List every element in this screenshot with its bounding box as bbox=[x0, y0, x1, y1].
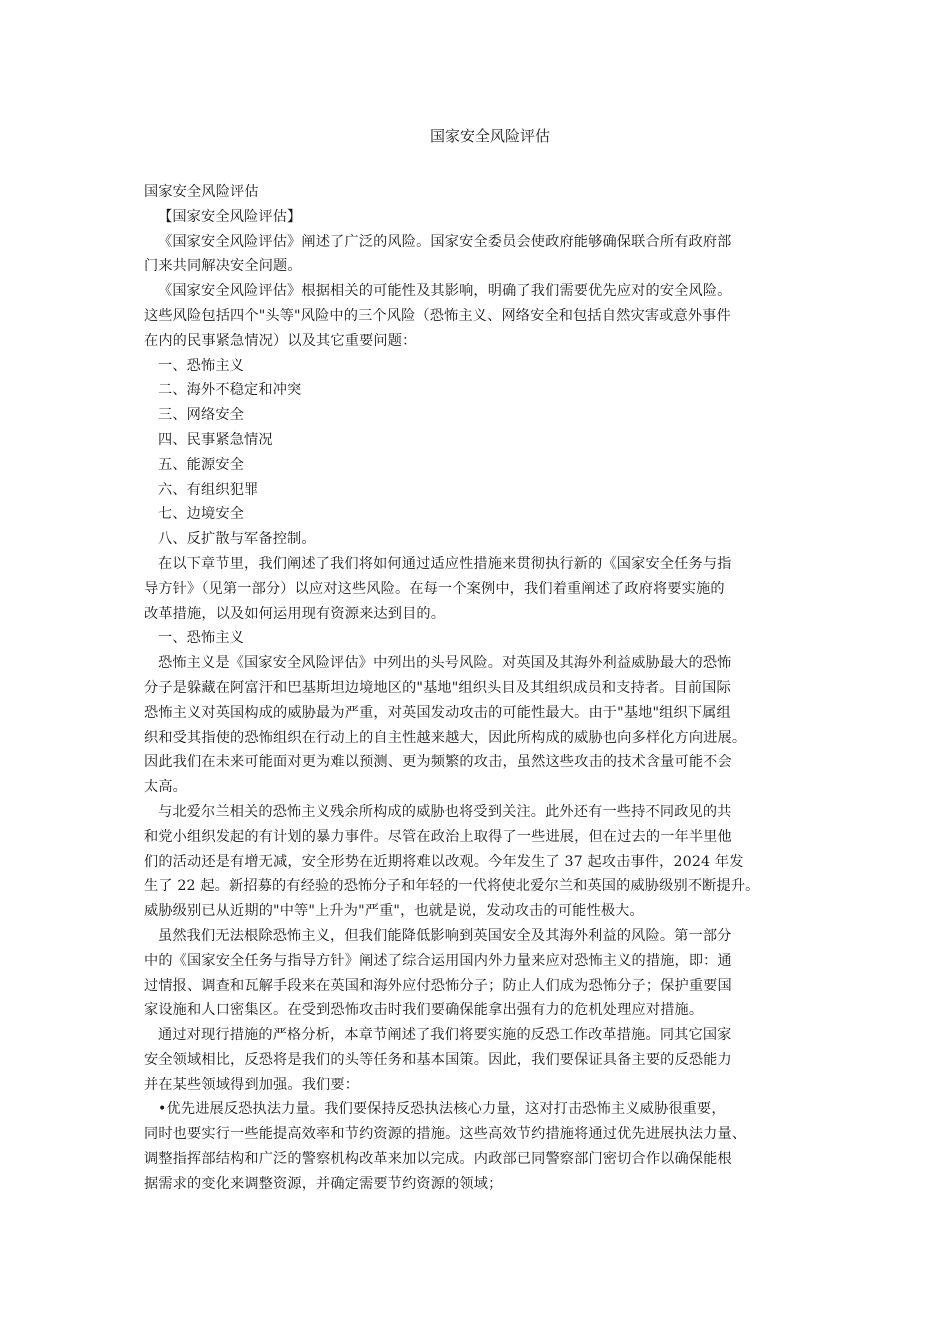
paragraph-terrorism-threat bbox=[144, 651, 824, 800]
paragraph-reform bbox=[144, 1023, 824, 1097]
paragraph-line: 恐怖主义是《国家安全风险评估》中列出的头号风险。对英国及其海外利益威胁最大的恐怖 bbox=[158, 655, 732, 672]
paragraph-northern-ireland bbox=[144, 800, 824, 924]
paragraph-line: 中的《国家安全任务与指导方针》阐述了综合运用国内外力量来应对恐怖主义的措施，即：通 bbox=[144, 952, 732, 969]
paragraph-line: 门来共同解决安全问题。 bbox=[144, 258, 302, 275]
list-item: 一、恐怖主义 bbox=[158, 357, 245, 374]
bullet-paragraph-enforcement bbox=[144, 1097, 824, 1196]
list-item: 七、边境安全 bbox=[158, 506, 245, 523]
paragraph-line: 调整指挥部结构和广泛的警察机构改革来加以完成。内政部已同警察部门密切合作以确保能根 bbox=[144, 1151, 732, 1168]
paragraph-line: 威胁级别已从近期的"中等"上升为"严重"，也就是说，发动攻击的可能性极大。 bbox=[144, 903, 644, 920]
heading-primary: 国家安全风险评估 bbox=[144, 184, 259, 200]
paragraph-line: 安全领域相比，反恐将是我们的头等任务和基本国策。因此，我们要保证具备主要的反恐能力 bbox=[144, 1051, 732, 1068]
paragraph-intro bbox=[144, 230, 824, 280]
paragraph-line: 这些风险包括四个"头等"风险中的三个风险（恐怖主义、网络安全和包括自然灾害或意外事件 bbox=[144, 307, 731, 324]
risk-list bbox=[144, 354, 824, 552]
paragraph-line: 恐怖主义对英国构成的威胁最为严重，对英国发动攻击的可能性最大。由于"基地"组织下属组 bbox=[144, 704, 731, 721]
paragraph-line: 在内的民事紧急情况）以及其它重要问题： bbox=[144, 332, 417, 349]
paragraph-line: 并在某些领域得到加强。我们要： bbox=[144, 1076, 360, 1093]
paragraph-risks bbox=[144, 279, 824, 353]
list-item: 二、海外不稳定和冲突 bbox=[158, 382, 302, 399]
document-title: 国家安全风险评估 bbox=[429, 127, 550, 145]
paragraph-line: 太高。 bbox=[144, 779, 188, 796]
paragraph-line: 通过对现行措施的严格分析，本章节阐述了我们将要实施的反恐工作改革措施。同其它国家 bbox=[158, 1027, 732, 1044]
list-item: 四、民事紧急情况 bbox=[158, 431, 273, 448]
section-heading-terrorism: 一、恐怖主义 bbox=[158, 630, 245, 647]
paragraph-line: 与北爱尔兰相关的恐怖主义残余所构成的威胁也将受到关注。此外还有一些持不同政见的共 bbox=[158, 803, 732, 820]
list-item: 五、能源安全 bbox=[158, 456, 245, 473]
paragraph-line: 据需求的变化来调整资源，并确定需要节约资源的领域； bbox=[144, 1175, 503, 1192]
paragraph-line: 改革措施，以及如何运用现有资源来达到目的。 bbox=[144, 605, 446, 622]
paragraph-chapters bbox=[144, 552, 824, 626]
paragraph-line: 家设施和人口密集区。在受到恐怖攻击时我们要确保能拿出强有力的危机处理应对措施。 bbox=[144, 1002, 704, 1019]
paragraph-line: 导方针》（见第一部分）以应对这些风险。在每一个案例中，我们着重阐述了政府将要实施的 bbox=[144, 580, 725, 597]
paragraph-line: 织和受其指使的恐怖组织在行动上的自主性越来越大，因此所构成的威胁也向多样化方向进展。 bbox=[144, 729, 747, 746]
paragraph-line: 在以下章节里，我们阐述了我们将如何通过适应性措施来贯彻执行新的《国家安全任务与指 bbox=[158, 555, 732, 572]
paragraph-line: 《国家安全风险评估》根据相关的可能性及其影响，明确了我们需要优先应对的安全风险。 bbox=[158, 283, 732, 300]
heading-bracketed: 【国家安全风险评估】 bbox=[158, 208, 302, 225]
document-page bbox=[144, 124, 824, 1197]
paragraph-line: 分子是躲藏在阿富汗和巴基斯坦边境地区的"基地"组织头目及其组织成员和支持者。目前国际 bbox=[144, 679, 731, 696]
paragraph-reduce-risk bbox=[144, 924, 824, 1023]
list-item: 八、反扩散与军备控制。 bbox=[158, 531, 316, 548]
list-item: 六、有组织犯罪 bbox=[158, 481, 259, 498]
paragraph-line: 同时也要实行一些能提高效率和节约资源的措施。这些高效节约措施将通过优先进展执法力量、 bbox=[144, 1126, 747, 1143]
paragraph-line: 和党小组织发起的有计划的暴力事件。尽管在政治上取得了一些进展，但在过去的一年半里他 bbox=[144, 828, 732, 845]
list-item: 三、网络安全 bbox=[158, 407, 245, 424]
paragraph-line: 《国家安全风险评估》阐述了广泛的风险。国家安全委员会使政府能够确保联合所有政府部 bbox=[158, 233, 732, 250]
paragraph-line: 生了 22 起。新招募的有经验的恐怖分子和年轻的一代将使北爱尔兰和英国的威胁级别不断提升。 bbox=[144, 878, 760, 895]
paragraph-line: 虽然我们无法根除恐怖主义，但我们能降低影响到英国安全及其海外利益的风险。第一部分 bbox=[158, 927, 732, 944]
paragraph-line: 过情报、调查和瓦解手段来在英国和海外应付恐怖分子；防止人们成为恐怖分子；保护重要国 bbox=[144, 977, 732, 994]
paragraph-line: 因此我们在未来可能面对更为难以预测、更为频繁的攻击，虽然这些攻击的技术含量可能不会 bbox=[144, 754, 732, 771]
paragraph-line: •优先进展反恐执法力量。我们要保持反恐执法核心力量，这对打击恐怖主义威胁很重要， bbox=[158, 1101, 726, 1118]
paragraph-line: 们的活动还是有增无减，安全形势在近期将难以改观。今年发生了 37 起攻击事件，2024 年发 bbox=[144, 853, 744, 870]
